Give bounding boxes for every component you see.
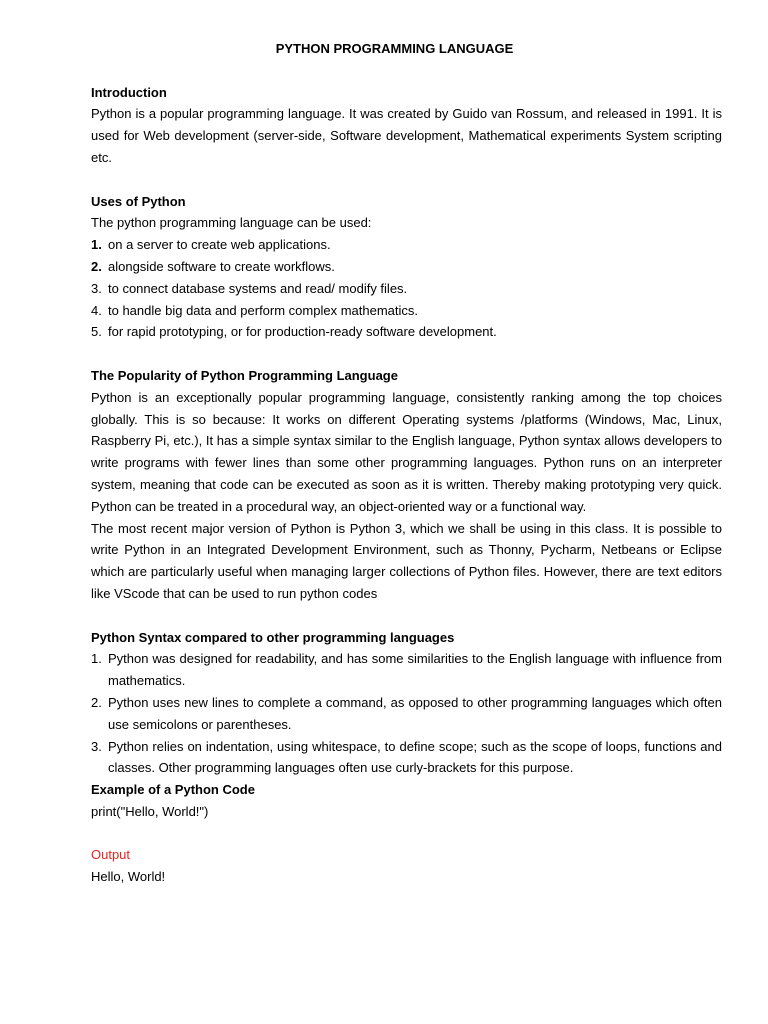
list-text: for rapid prototyping, or for production-ready software development.: [108, 324, 497, 340]
list-number: 3.: [91, 738, 102, 754]
uses-heading: Uses of Python: [91, 193, 186, 209]
list-text: to connect database systems and read/ modify files.: [108, 280, 408, 296]
output-value: Hello, World!: [91, 869, 166, 885]
list-number: 1.: [91, 237, 102, 253]
list-item: [91, 321, 722, 343]
list-item: [91, 692, 722, 736]
list-number: 3.: [91, 280, 102, 296]
example-code: print("Hello, World!"): [91, 803, 209, 819]
list-text: Python was designed for readability, and has some similarities to the English language with influence from mathematics.: [108, 651, 722, 689]
introduction-heading: Introduction: [91, 84, 167, 100]
list-number: 1.: [91, 651, 102, 667]
spacer: [91, 343, 722, 365]
list-text: to handle big data and perform complex mathematics.: [108, 302, 419, 318]
uses-intro: The python programming language can be used:: [91, 215, 372, 231]
syntax-heading: Python Syntax compared to other programming languages: [91, 629, 455, 645]
list-item: [91, 278, 722, 300]
list-item: [91, 300, 722, 322]
list-item: [91, 648, 722, 692]
popularity-paragraph-2: The most recent major version of Python is Python 3, which we shall be using in this class. It is possible to write Python in an Integrated Development Environment, such as Thonny, Pycharm, Netbeans or Eclipse which are particularly useful when managing larger collections of Python files. However, there are text editors like VScode that can be used to run python codes: [91, 520, 722, 601]
popularity-heading: The Popularity of Python Programming Language: [91, 367, 398, 383]
list-item: [91, 736, 722, 780]
popularity-paragraph-1: Python is an exceptionally popular programming language, consistently ranking among the top choices globally. This is so because: It works on different Operating systems /platforms (Windows, Mac, Linux, Raspberry Pi, etc.), It has a simple syntax similar to the English language, Python syntax allows developers to write programs with fewer lines than some other programming languages. Python runs on an interpreter system, meaning that code can be executed as soon as it is written. Thereby making prototyping very quick. Python can be treated in a procedural way, an object-oriented way or a functional way.: [91, 389, 722, 514]
output-label: Output: [91, 847, 131, 863]
spacer: [91, 823, 722, 845]
example-heading: Example of a Python Code: [91, 782, 255, 798]
list-number: 5.: [91, 324, 102, 340]
list-item: [91, 234, 722, 256]
list-text: on a server to create web applications.: [108, 237, 331, 253]
spacer: [91, 169, 722, 191]
list-number: 2.: [91, 694, 102, 710]
uses-list: [91, 234, 722, 343]
list-number: 4.: [91, 302, 102, 318]
introduction-text: Python is a popular programming language. It was created by Guido van Rossum, and released in 1991. It is used for Web development (server-side, Software development, Mathematical experiments System scripting etc.: [91, 106, 722, 165]
list-number: 2.: [91, 258, 102, 274]
list-text: alongside software to create workflows.: [108, 258, 335, 274]
spacer: [91, 605, 722, 627]
document-title: PYTHON PROGRAMMING LANGUAGE: [275, 41, 514, 56]
list-item: [91, 256, 722, 278]
syntax-list: [91, 648, 722, 779]
list-text: Python relies on indentation, using whitespace, to define scope; such as the scope of loops, functions and classes. Other programming languages often use curly-brackets for this purpose.: [108, 738, 722, 776]
list-text: Python uses new lines to complete a command, as opposed to other programming languages which often use semicolons or parentheses.: [108, 694, 722, 732]
